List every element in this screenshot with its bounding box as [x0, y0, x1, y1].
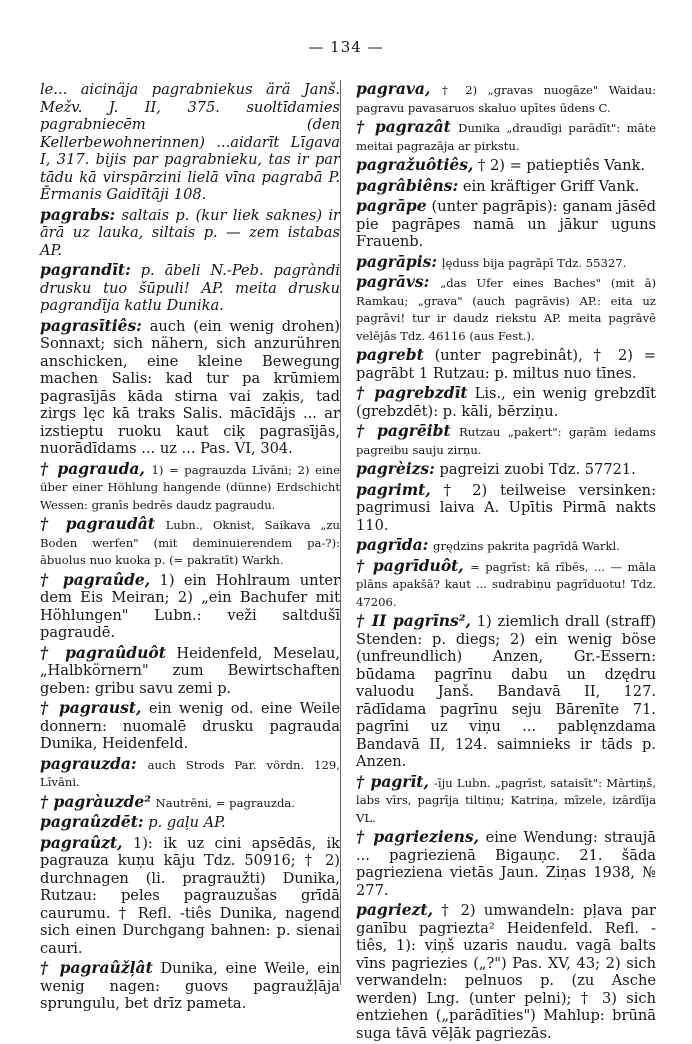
entry-text: 1) ein Hohlraum unter dem Eis Meiran; 2) „ein Bachufer mit Höhlungen" Lubn.: veži saltdušī pagraudē. — [40, 571, 341, 641]
entry-headword: pagrāpe — [356, 196, 427, 215]
entry-headword: pagraûzdēt: — [40, 812, 144, 831]
entry-headword: † pagrīt, — [356, 771, 429, 791]
entry-text: Rutzau „pakert": gaŗām iedams pagreibu sauju zirņu. — [356, 425, 656, 457]
entry-headword: pagražuôtiês, — [356, 155, 474, 174]
entry-text: p. gaļu AP. — [148, 814, 226, 831]
entry-text: ein kräftiger Griff Vank. — [462, 177, 640, 195]
dictionary-entry — [356, 80, 656, 116]
dictionary-entry — [356, 422, 656, 458]
entry-text: Dunika, eine Weile, ein wenig nagen: guovs pagraužļāja sprungulu, bet drīz pameta. — [40, 960, 341, 1012]
entry-headword: † pagraust, — [40, 698, 142, 717]
entry-headword: pagrâbiêns: — [356, 175, 459, 195]
entry-text: -īju Lubn. „pagrīst, sataisīt": Mārtiņš, labs vīrs, pagrīja tiltiņu; Katriņa, mīzele, izārdīja VL. — [356, 775, 657, 825]
dictionary-entry — [356, 828, 656, 899]
entry-headword: † pagrebzdīt — [356, 383, 468, 402]
dictionary-entry — [356, 901, 656, 1042]
entry-text: Nautrēni, = pagrauzda. — [155, 795, 295, 810]
entry-headword: pagrimt, — [356, 479, 431, 499]
entry-text: † 2) teilweise versinken: pagrimusi laiva A. Upītis Pirmā nakts 110. — [356, 481, 656, 534]
entry-text: Dunika „draudīgi parādīt": māte meitai pagrazāja ar pirkstu. — [356, 121, 657, 153]
entry-headword: pagrīda: — [356, 535, 429, 554]
dictionary-entry — [356, 156, 656, 175]
dictionary-entry — [356, 273, 656, 344]
entry-headword: pagrabs: — [40, 204, 116, 224]
entry-headword: † pagrazât — [356, 117, 451, 136]
dictionary-entry — [356, 536, 656, 555]
entry-headword: † pagrīduôt, — [356, 555, 464, 575]
entry-text: 1) ziemlich drall (straff) Stenden: p. diegs; 2) ein wenig böse (unfreundlich) Anzen, Gr.-Essern: būdama pagrīnu dabu un dzędru valuodu Janš. Bandavā II, 127. rādīdama pagrīnu seju Bārenīte 71. pagrīni uz viņu ... pablęnzdama Bandavā II, 124. saimnieks ir tāds p. Anzen. — [356, 613, 657, 770]
dictionary-entry — [40, 959, 340, 1013]
entry-headword: pagriezt, — [356, 900, 433, 919]
dictionary-entry — [356, 177, 656, 196]
dictionary-entry — [40, 515, 340, 569]
entry-headword: † pagrēibt — [356, 421, 451, 440]
column-divider — [340, 80, 341, 985]
dictionary-entry — [40, 460, 340, 514]
dictionary-entry — [40, 261, 340, 315]
entry-text: grędzins pakrita pagrīdā Warkl. — [433, 539, 620, 553]
entry-text: 1): ik uz cini apsēdās, ik pagrauza kuņu kāju Tdz. 50916; † 2) durchnagen (li. pragraužti) Dunika, Rutzau: peles pagrauzušas grīdā caurumu. † Refl. -tiês Dunika, nagend sich einen Durchgang bahnen: p. sienai cauri. — [40, 834, 341, 957]
entry-text: (unter pagrebinât), † 2) = pagrābt 1 Rutzau: p. miltus nuo tīnes. — [356, 347, 656, 382]
entry-text: † 2) „gravas nuogāze" Waidau: pagravu pavasaruos skaluo upītes ūdens C. — [356, 83, 656, 115]
entry-headword: † pagraudât — [40, 514, 155, 533]
page-number: — 134 — — [308, 38, 384, 56]
entry-headword: pagrandīt: — [40, 260, 131, 279]
dictionary-entry — [356, 253, 656, 272]
entry-text: = pagrīst: kā rībēs, ... — māla plāns apakšā? kaut ... sudrabiņu pagrīduotu! Tdz. 47206. — [356, 559, 656, 609]
entry-text: ein wenig od. eine Weile donnern: nuomalē drusku pagrauda Dunika, Heidenfeld. — [40, 700, 341, 752]
dictionary-entry — [40, 793, 340, 812]
dictionary-entry — [356, 557, 656, 611]
entry-headword: pagrāvs: — [356, 272, 430, 291]
entry-text: Lis., ein wenig grebzdīt (grebzdēt): p. kāli, bērziņu. — [356, 385, 656, 420]
dictionary-entry — [356, 118, 656, 154]
entry-headword: pagrebt — [356, 345, 424, 364]
entry-text: „das Ufer eines Baches" (mit ā) Ramkau; „grava" (auch pagrāvis) AP.: eita uz pagrāvi! tur ir daudz riekstu AP. meita pagrāvē velējās Tdz. 46116 (aus Fest.). — [356, 276, 657, 343]
entry-headword: pagrāpis: — [356, 251, 438, 271]
entry-headword: † pagraûde, — [40, 569, 151, 589]
entry-text: auch (ein wenig drohen) Sonnaxt; sich nähern, sich anzurühren anschicken, eine kleine Bewegung machen Salis: kad tur pa krūmiem pagrasījās kāda stirna vai zaķis, tad zirgs lęc kā traks Salis. mācīdājs ... ar izstieptu ruoku kaut ciķ pagrasījās, nuorādīdams ... uz ... Pas. VI, 304. — [40, 317, 340, 457]
dictionary-entry — [40, 571, 340, 642]
entry-headword: † pagraûžļât — [40, 958, 153, 977]
dictionary-entry — [356, 460, 656, 479]
entry-text: † 2) = patieptiês Vank. — [478, 157, 646, 174]
entry-text: † 2) umwandeln: pļava par ganību pagriezta² Heidenfeld. Refl. -tiês, 1): viņš uzaris naudu. vagā balts vīns pagriezies („?") Pas. XV, 43; 2) sich verwandeln: pelnuos p. (zu Asche werden) Lng. (unter pelni); † 3) sich entziehen („parādīties") Mahlup: brūnā suga tāvā vēļāk pagriezās. — [356, 902, 657, 1042]
dictionary-entry — [40, 644, 340, 698]
entry-text: (unter pagrāpis): ganam jāsēd pie pagrāpes namā un jākur uguns Frauenb. — [356, 198, 656, 250]
entry-text: eine Wendung: straujā ... pagriezienā Bigauņc. 21. šāda pagrieziena vietās Jaun. Ziņas 1938, № 277. — [356, 829, 656, 899]
left-column — [40, 80, 340, 1015]
dictionary-entry — [356, 384, 656, 420]
dictionary-entry — [356, 481, 656, 535]
entry-headword: † pagrauda, — [40, 458, 145, 478]
entry-headword: † pagraûduôt — [40, 642, 166, 662]
entry-text: saltais p. (kur liek saknes) ir ārā uz lauka, siltais p. — zem istabas AP. — [40, 206, 340, 259]
dictionary-entry — [356, 197, 656, 251]
dictionary-entry — [40, 317, 340, 458]
entry-text: pagreizi zuobi Tdz. 57721. — [439, 461, 636, 478]
right-column — [356, 80, 656, 1044]
entry-headword: pagrasītiês: — [40, 315, 142, 335]
entry-text: p. ābeli N.-Peb. pagràndi drusku tuo šūpuli! AP. meita drusku pagrandīja katlu Dunika. — [40, 262, 340, 314]
dictionary-entry — [40, 834, 340, 958]
dictionary-entry — [40, 80, 340, 204]
entry-headword: pagrèizs: — [356, 459, 435, 478]
entry-headword: pagraûzt, — [40, 832, 123, 852]
dictionary-entry — [40, 206, 340, 260]
entry-headword: † II pagrīns², — [356, 611, 471, 630]
entry-text: auch Strods Par. vördn. 129, Līvāni. — [40, 757, 340, 789]
entry-headword: † pagrieziens, — [356, 827, 479, 846]
entry-text: ļęduss bija pagrāpī Tdz. 55327. — [441, 255, 627, 270]
dictionary-entry — [40, 699, 340, 753]
entry-text: Heidenfeld, Meselau, „Halbkörnern" zum Bewirtschaften geben: gribu savu zemi p. — [40, 644, 340, 697]
entry-headword: † pagràuzde² — [40, 791, 151, 811]
dictionary-entry — [356, 612, 656, 771]
dictionary-entry — [40, 755, 340, 791]
entry-text: le... aicinäja pagrabniekus ärä Janš. Mežv. J. II, 375. suoltīdamies pagrabniecēm (den Kellerbewohnerinnen) ...aidarīt Līgava I, 317. bijis par pagrabnieku, tas ir par tādu kā virspārzini lielā vīna pagrabā P. Ērmanis Gaidītāji 108. — [40, 81, 340, 203]
entry-headword: pagrava, — [356, 79, 431, 98]
dictionary-entry — [40, 813, 340, 832]
dictionary-entry — [356, 773, 656, 827]
entry-text: Lubn., Oknist, Saikava „zu Boden werfen" (mit deminuierendem pa-?): ābuolus nuo kuoka p. (= pakratīt) Warkh. — [40, 518, 340, 567]
dictionary-entry — [356, 346, 656, 382]
entry-headword: pagrauzda: — [40, 753, 137, 773]
entry-text: 1) = pagrauzda Līvāni; 2) eine über einer Höhlung hangende (dünne) Erdschicht Wessen: granīs bedrēs daudz pagraudu. — [40, 462, 341, 512]
